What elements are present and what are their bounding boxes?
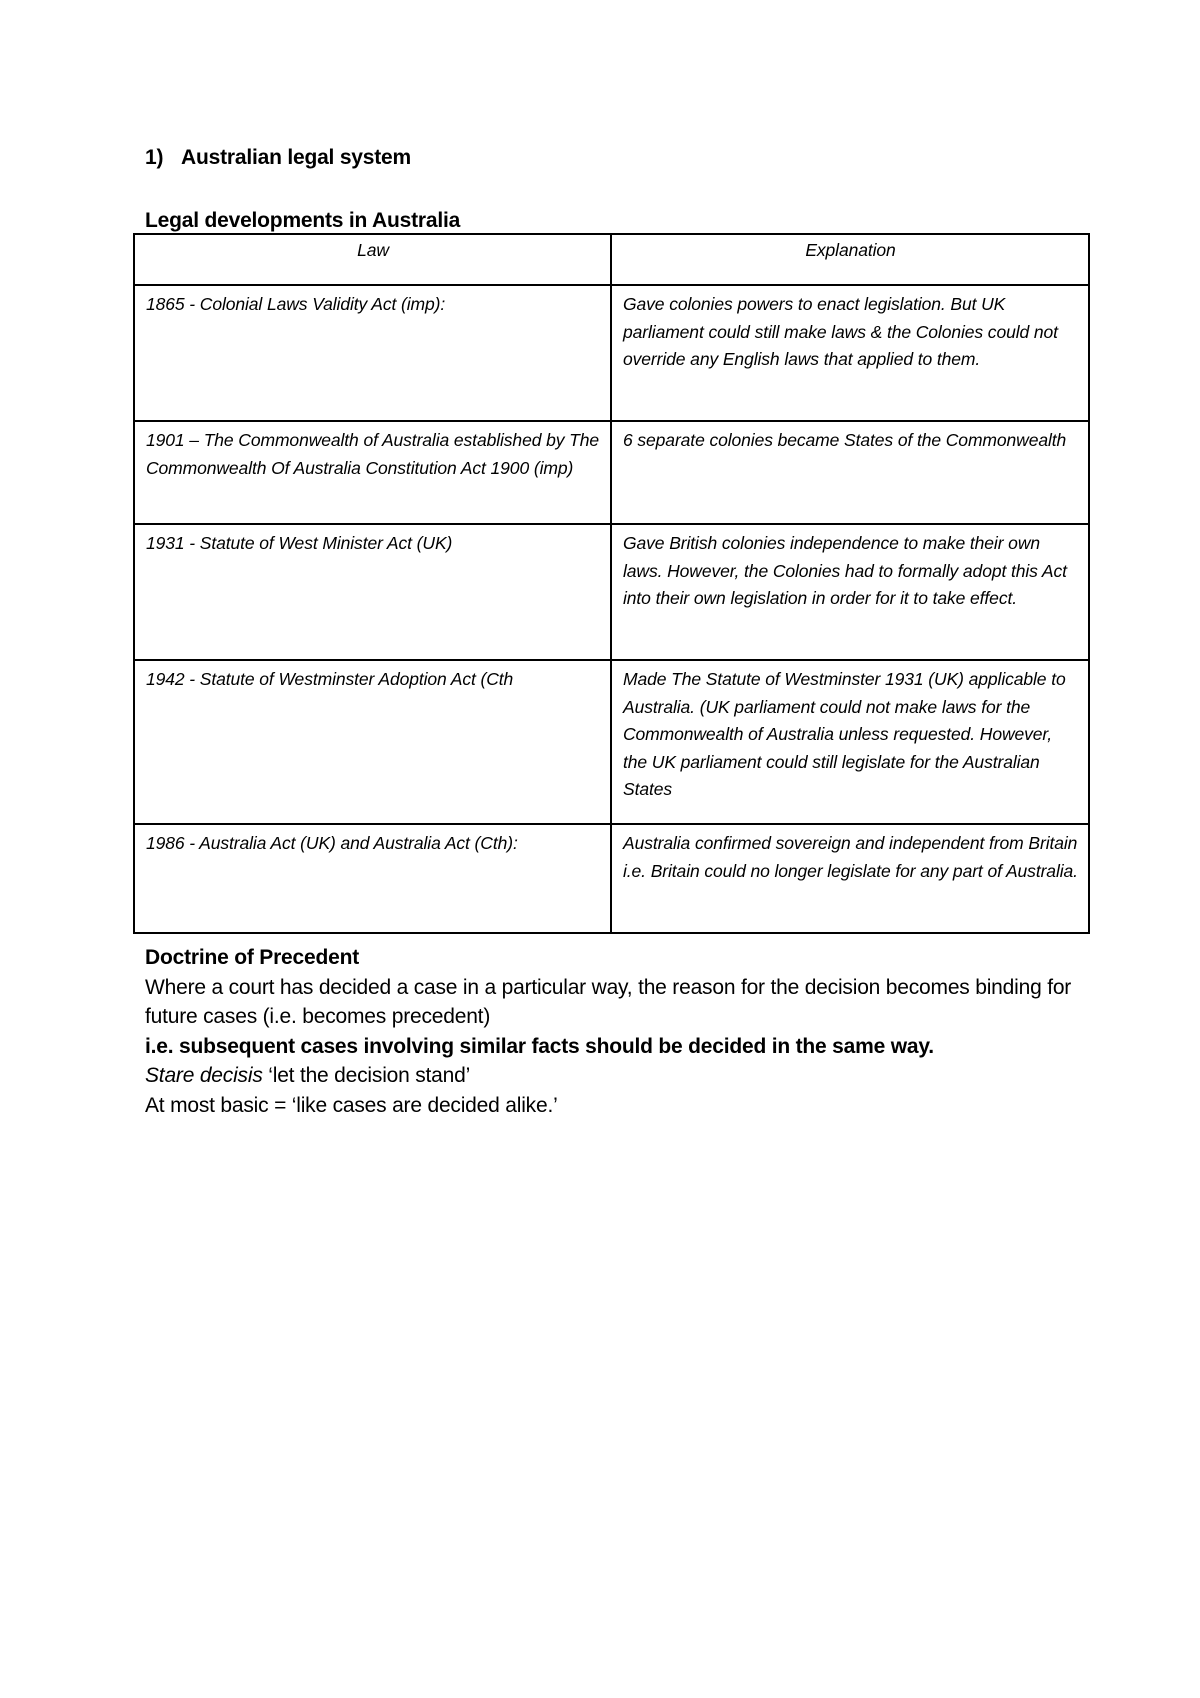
subsection-title: Legal developments in Australia: [145, 209, 461, 232]
explanation-cell: Australia confirmed sovereign and independent from Britain i.e. Britain could no longer legislate for any part of Australia.: [611, 824, 1089, 933]
table-header-row: [134, 234, 1089, 285]
doctrine-definition: Where a court has decided a case in a particular way, the reason for the decision becomes binding for future cases (i.e. becomes precedent): [145, 975, 1072, 1028]
explanation-cell: 6 separate colonies became States of the Commonwealth: [611, 421, 1089, 524]
doctrine-section: [145, 943, 1085, 1120]
law-cell: 1931 - Statute of West Minister Act (UK): [134, 524, 611, 660]
table-row: [134, 660, 1089, 824]
section-heading: [145, 146, 411, 170]
section-title: Australian legal system: [181, 146, 411, 169]
law-cell: 1901 – The Commonwealth of Australia established by The Commonwealth Of Australia Constitution Act 1900 (imp): [134, 421, 611, 524]
stare-decisis-line: [145, 1061, 1085, 1091]
doctrine-emphasis: i.e. subsequent cases involving similar facts should be decided in the same way.: [145, 1034, 934, 1058]
explanation-cell: Made The Statute of Westminster 1931 (UK) applicable to Australia. (UK parliament could not make laws for the Commonwealth of Australia unless requested. However, the UK parliament could still legislate for the Australian States: [611, 660, 1089, 824]
header-explanation: Explanation: [611, 234, 1089, 285]
law-cell: 1942 - Statute of Westminster Adoption Act (Cth: [134, 660, 611, 824]
doctrine-title: Doctrine of Precedent: [145, 946, 360, 969]
legal-developments-table: [133, 233, 1090, 934]
law-cell: 1986 - Australia Act (UK) and Australia Act (Cth):: [134, 824, 611, 933]
table-row: [134, 285, 1089, 421]
doctrine-basic: At most basic = ‘like cases are decided alike.’: [145, 1093, 558, 1117]
stare-decisis-term: Stare decisis: [145, 1064, 263, 1087]
table-row: [134, 524, 1089, 660]
table-row: [134, 824, 1089, 933]
law-cell: 1865 - Colonial Laws Validity Act (imp):: [134, 285, 611, 421]
explanation-cell: Gave colonies powers to enact legislation. But UK parliament could still make laws & the Colonies could not override any English laws that applied to them.: [611, 285, 1089, 421]
section-number: 1): [145, 146, 164, 169]
explanation-cell: Gave British colonies independence to make their own laws. However, the Colonies had to formally adopt this Act into their own legislation in order for it to take effect.: [611, 524, 1089, 660]
header-law: Law: [134, 234, 611, 285]
table-row: [134, 421, 1089, 524]
stare-decisis-meaning: ‘let the decision stand’: [262, 1064, 471, 1087]
